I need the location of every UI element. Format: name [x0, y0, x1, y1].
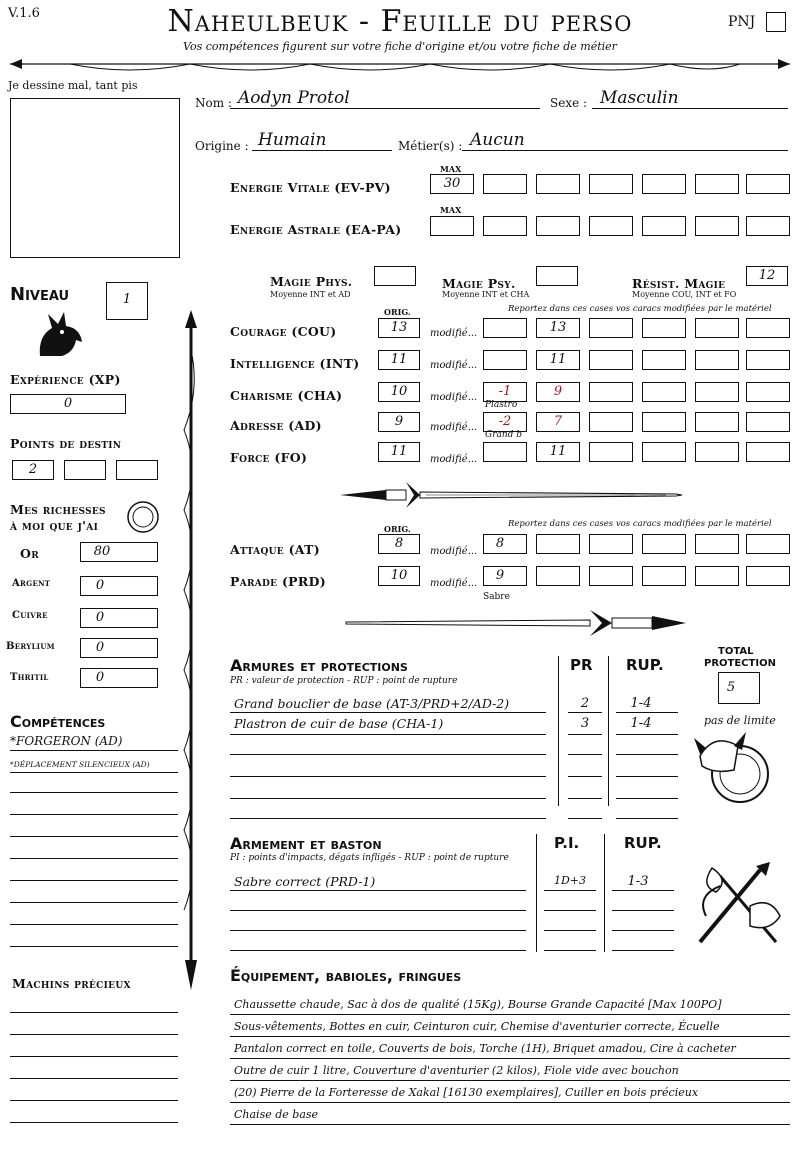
arme-item-1[interactable]: Sabre correct (PRD-1)	[234, 874, 376, 889]
pas-de-limite-label: pas de limite	[704, 714, 776, 727]
total-protection-value: 5	[726, 680, 736, 695]
destin-label: Points de destin	[10, 436, 122, 451]
armure-item-2[interactable]: Plastron de cuir de base (CHA-1)	[234, 716, 444, 731]
armure-item-1[interactable]: Grand bouclier de base (AT-3/PRD+2/AD-2)	[234, 696, 510, 711]
caracs-orig-label: ORIG.	[384, 307, 411, 317]
pnj-label: PNJ	[728, 14, 756, 30]
combat-report-note: Reportez dans ces cases vos caracs modifiées par le matériel	[508, 519, 772, 529]
origine-value[interactable]: Humain	[258, 130, 327, 150]
richesses-label-2: à moi que j'ai	[10, 518, 99, 533]
armures-pr-header: PR	[570, 656, 593, 674]
armement-rup-header: RUP.	[624, 834, 662, 852]
sexe-label: Sexe :	[550, 96, 588, 110]
helmet-shield-icon	[694, 726, 774, 810]
destin-box-2[interactable]	[64, 460, 106, 480]
armures-title: Armures et protections	[230, 656, 408, 675]
xp-label: Expérience (XP)	[10, 372, 121, 387]
magie-phys-box[interactable]	[374, 266, 416, 286]
magie-phys-label: Magie Phys.	[270, 274, 353, 289]
equipement-line-4[interactable]: Outre de cuir 1 litre, Couverture d'aventurier (2 kilos), Fiole vide avec bouchon	[234, 1064, 679, 1077]
nom-label: Nom :	[195, 96, 232, 110]
origine-label: Origine :	[195, 139, 249, 153]
equipement-line-1[interactable]: Chaussette chaude, Sac à dos de qualité (15Kg), Bourse Grande Capacité [Max 100PO]	[234, 998, 722, 1011]
armement-note: PI : points d'impacts, dégats infligés - RUP : point de rupture	[230, 853, 509, 863]
version-label: V.1.6	[8, 6, 40, 21]
sword-illustration-2	[340, 606, 690, 640]
total-protection-label-1: TOTAL	[718, 646, 754, 657]
niveau-value: 1	[122, 292, 132, 307]
combat-orig-label: ORIG.	[384, 524, 411, 534]
page-subtitle: Vos compétences figurent sur votre fiche d'origine et/ou votre fiche de métier	[183, 40, 617, 53]
competences-title: Compétences	[10, 712, 106, 731]
destin-box-3[interactable]	[116, 460, 158, 480]
cuivre-label: Cuivre	[12, 610, 48, 621]
resist-magie-value: 12	[758, 268, 776, 283]
armures-note: PR : valeur de protection - RUP : point de rupture	[230, 676, 458, 686]
caracs-report-note: Reportez dans ces cases vos caracs modifiées par le matériel	[508, 304, 772, 314]
coin-icon	[126, 500, 160, 534]
machins-title: Machins précieux	[12, 976, 131, 991]
magie-psy-box[interactable]	[536, 266, 578, 286]
argent-label: Argent	[12, 578, 51, 589]
magie-phys-note: Moyenne INT et AD	[270, 290, 351, 299]
staff-illustration	[180, 310, 202, 990]
xp-value: 0	[63, 396, 73, 411]
armement-pi-header: P.I.	[554, 834, 580, 852]
ev-max-label: MAX	[440, 164, 462, 174]
sword-illustration-1	[336, 478, 686, 512]
ea-max-label: MAX	[440, 205, 462, 215]
equipement-line-5[interactable]: (20) Pierre de la Forteresse de Xakal [16130 exemplaires], Cuiller en bois précieux	[234, 1086, 699, 1099]
metier-value[interactable]: Aucun	[470, 130, 525, 150]
or-label: Or	[20, 546, 39, 561]
pnj-checkbox[interactable]	[766, 12, 786, 32]
ev-value: 30	[443, 176, 461, 191]
portrait-caption: Je dessine mal, tant pis	[8, 79, 138, 92]
competence-1[interactable]: *FORGERON (AD)	[10, 734, 123, 748]
equipement-line-2[interactable]: Sous-vêtements, Bottes en cuir, Ceinturon cuir, Chemise d'aventurier correcte, Écuelle	[234, 1020, 720, 1033]
armement-title: Armement et baston	[230, 834, 382, 853]
ea-box-1[interactable]	[430, 216, 474, 236]
berylium-label: Berylium	[6, 641, 55, 652]
ea-label: Energie Astrale (EA-PA)	[230, 222, 402, 237]
nom-value[interactable]: Aodyn Protol	[238, 88, 350, 108]
equipement-title: Équipement, babioles, fringues	[230, 966, 462, 985]
resist-magie-note: Moyenne COU, INT et FO	[632, 290, 737, 299]
total-protection-label-2: PROTECTION	[704, 658, 776, 669]
magie-psy-note: Moyenne INT et CHA	[442, 290, 530, 299]
armures-rup-header: RUP.	[626, 656, 664, 674]
equipement-line-3[interactable]: Pantalon correct en toile, Couverts de bois, Torche (1H), Briquet amadou, Cire à cacheter	[234, 1042, 736, 1055]
richesses-label-1: Mes richesses	[10, 502, 106, 517]
magie-psy-label: Magie Psy.	[442, 276, 516, 291]
thritil-label: Thritil	[10, 672, 49, 683]
page-title: Naheulbeuk - Feuille du perso	[167, 4, 633, 39]
competence-2[interactable]: *DÉPLACEMENT SILENCIEUX (AD)	[10, 760, 150, 769]
sexe-value[interactable]: Masculin	[600, 88, 679, 108]
equipement-line-6[interactable]: Chaise de base	[234, 1108, 319, 1121]
dragon-icon	[32, 306, 88, 362]
resist-magie-label: Résist. Magie	[632, 276, 726, 291]
niveau-label: Niveau	[10, 284, 70, 305]
ev-label: Energie Vitale (EV-PV)	[230, 180, 391, 195]
header-ornament	[10, 54, 790, 76]
weapons-icon	[690, 856, 786, 952]
portrait-box[interactable]	[10, 98, 180, 258]
metier-label: Métier(s) :	[398, 139, 463, 153]
